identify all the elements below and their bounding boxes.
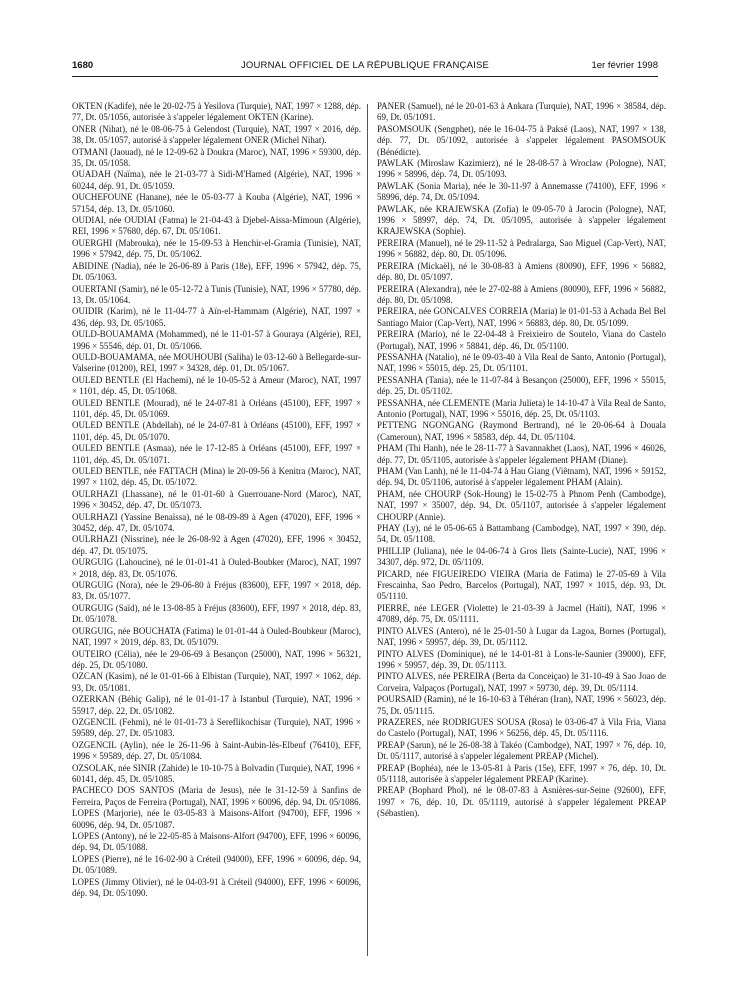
register-entry: PHAM (Thi Hanh), née le 28-11-77 à Savannakhet (Laos), NAT, 1996 × 46026, dép. 77, Dt. 05/1105, autorisée à s'appeler légalement PHAM (Diane). — [377, 443, 666, 465]
page-number: 1680 — [72, 60, 94, 71]
register-entry: PACHECO DOS SANTOS (Maria de Jesus), née le 31-12-59 à Sanfins de Ferreira, Paços de Ferreira (Portugal), NAT, 1996 × 60096, dép. 94, Dt. 05/1086. — [72, 785, 361, 807]
register-entry: OULRHAZI (Yassine Benaïssa), né le 08-09-89 à Agen (47020), EFF, 1996 × 30452, dép. 47, Dt. 05/1074. — [72, 511, 361, 534]
register-entry: OZSOLAK, née SINIR (Zahide) le 10-10-75 à Bolvadin (Turquie), NAT, 1996 × 60141, dép. 45, Dt. 05/1085. — [72, 762, 361, 784]
register-entry: ABIDINE (Nadia), née le 26-06-89 à Paris (18e), EFF, 1996 × 57942, dép. 75, Dt. 05/1063. — [72, 260, 361, 283]
register-entry: OZERKAN (Béhiç Galip), né le 01-01-17 à Istanbul (Turquie), NAT, 1996 × 55917, dép. 22, Dt. 05/1082. — [72, 694, 361, 716]
register-entry: OULED BENTLE (Asmaa), née le 17-12-85 à Orléans (45100), EFF, 1997 × 1101, dép. 45, Dt. 05/1071. — [72, 443, 361, 465]
register-entry: PICARD, née FIGUEIREDO VIEIRA (Maria de Fatima) le 27-05-69 à Vila Frescainha, Sao Pedro, Barcelos (Portugal), NAT, 1997 × 1015, dép. 93, Dt. 05/1110. — [377, 568, 666, 602]
register-entry: OZGENCIL (Aylin), née le 26-11-96 à Saint-Aubin-lès-Elbeuf (76410), EFF, 1996 × 59589, dép. 27, Dt. 05/1084. — [72, 739, 361, 762]
register-entry: OURGUIG (Nora), née le 29-06-80 à Fréjus (83600), EFF, 1997 × 2018, dép. 83, Dt. 05/1077. — [72, 580, 361, 602]
register-entry: PHAY (Ly), né le 05-06-65 à Battambang (Cambodge), NAT, 1997 × 390, dép. 54, Dt. 05/1108. — [377, 523, 666, 545]
register-entry: PAWLAK (Sonia Maria), née le 30-11-97 à Annemasse (74100), EFF, 1996 × 58996, dép. 74, Dt. 05/1094. — [377, 180, 666, 203]
register-entry: PEREIRA (Manuel), né le 29-11-52 à Pedralarga, Sao Miguel (Cap-Vert), NAT, 1996 × 56882, dép. 80, Dt. 05/1096. — [377, 237, 666, 260]
register-entry: OUERGHI (Mabrouka), née le 15-09-53 à Henchir-el-Gramia (Tunisie), NAT, 1996 × 57942, dép. 75, Dt. 05/1062. — [72, 237, 361, 260]
register-entry: PREAP (Bophard Phol), né le 08-07-83 à Asnières-sur-Seine (92600), EFF, 1997 × 76, dép. 10, Dt. 05/1119, autorisé à s'appeler légalement PREAP (Sébastien). — [377, 785, 666, 819]
register-entry: PINTO ALVES, née PEREIRA (Berta da Conceiçao) le 31-10-49 à Sao Joao de Corveira, Valpaços (Portugal), NAT, 1997 × 59730, dép. 39, Dt. 05/1114. — [377, 671, 666, 693]
register-entry: OURGUIG (Lahoucine), né le 01-01-41 à Ouled-Boubker (Maroc), NAT, 1997 × 2018, dép. 83, Dt. 05/1076. — [72, 557, 361, 579]
register-entry: PAWLAK, née KRAJEWSKA (Zofia) le 09-05-70 à Jarocin (Pologne), NAT, 1996 × 58997, dép. 74, Dt. 05/1095, autorisée à s'appeler légalement KRAJEWSKA (Sophie). — [377, 203, 666, 237]
register-entry: OULED BENTLE, née FATTACH (Mina) le 20-09-56 à Kenitra (Maroc), NAT, 1997 × 1102, dép. 45, Dt. 05/1072. — [72, 466, 361, 488]
register-entry: PHAM, née CHOURP (Sok-Houng) le 15-02-75 à Phnom Penh (Cambodge), NAT, 1997 × 35007, dép. 94, Dt. 05/1107, autorisée à s'appeler légalement CHOURP (Annie). — [377, 488, 666, 522]
register-entry: PAWLAK (Miroslaw Kazimierz), né le 28-08-57 à Wroclaw (Pologne), NAT, 1996 × 58996, dép. 74, Dt. 05/1093. — [377, 158, 666, 180]
register-entry: PESSANHA, née CLEMENTE (Maria Julieta) le 14-10-47 à Vila Real de Santo, Antonio (Portugal), NAT, 1996 × 55016, dép. 25, Dt. 05/1103. — [377, 397, 666, 419]
register-entry: PESSANHA (Tania), née le 11-07-84 à Besançon (25000), EFF, 1996 × 55015, dép. 25, Dt. 05/1102. — [377, 374, 666, 397]
register-entry: PINTO ALVES (Dominique), né le 14-01-81 à Lons-le-Saunier (39000), EFF, 1996 × 59957, dép. 39, Dt. 05/1113. — [377, 648, 666, 670]
register-entry: PINTO ALVES (Antero), né le 25-01-50 à Lugar da Lagoa, Bornes (Portugal), NAT, 1996 × 59957, dép. 39, Dt. 05/1112. — [377, 625, 666, 648]
header-rule — [72, 76, 658, 77]
register-entry: LOPES (Jimmy Olivier), né le 04-03-91 à Créteil (94000), EFF, 1996 × 60096, dép. 94, Dt. 05/1090. — [72, 876, 361, 899]
issue-date: 1er février 1998 — [591, 60, 658, 71]
register-entry: PREAP (Sarun), né le 26-08-38 à Takéo (Cambodge), NAT, 1997 × 76, dép. 10, Dt. 05/1117, autorisé à s'appeler légalement PREAP (Michel). — [377, 739, 666, 762]
register-entry: OZGENCIL (Fehmi), né le 01-01-73 à Sereflikochisar (Turquie), NAT, 1996 × 59589, dép. 27, Dt. 05/1083. — [72, 716, 361, 739]
register-entry: OUTEIRO (Célia), née le 29-06-69 à Besançon (25000), NAT, 1996 × 56321, dép. 25, Dt. 05/1080. — [72, 648, 361, 670]
register-entry: OUDIAI, née OUDIAI (Fatma) le 21-04-43 à Djebel-Aissa-Mimoun (Algérie), REI, 1996 × 57680, dép. 67, Dt. 05/1061. — [72, 215, 361, 237]
register-entry: PESSANHA (Natalio), né le 09-03-40 à Vila Real de Santo, Antonio (Portugal), NAT, 1996 × 55015, dép. 25, Dt. 05/1101. — [377, 351, 666, 374]
register-entry: OULED BENTLE (El Hachemi), né le 10-05-52 à Ameur (Maroc), NAT, 1997 × 1101, dép. 45, Dt. 05/1068. — [72, 374, 361, 397]
register-entry: OULD-BOUAMAMA, née MOUHOUBI (Saliha) le 03-12-60 à Bellegarde-sur-Valserine (01200), REI, 1997 × 34328, dép. 01, Dt. 05/1067. — [72, 351, 361, 374]
register-entry: PANER (Samuel), né le 20-01-63 à Ankara (Turquie), NAT, 1996 × 38584, dép. 69, Dt. 05/1091. — [377, 101, 666, 123]
register-entry: OULED BENTLE (Mourad), né le 24-07-81 à Orléans (45100), EFF, 1997 × 1101, dép. 45, Dt. 05/1069. — [72, 397, 361, 419]
page-header — [72, 58, 658, 74]
column-divider — [367, 104, 368, 956]
register-entry: OULED BENTLE (Abdellah), né le 24-07-81 à Orléans (45100), EFF, 1997 × 1101, dép. 45, Dt. 05/1070. — [72, 420, 361, 442]
register-entry: OULRHAZI (Lhassane), né le 01-01-60 à Guerrouane-Nord (Maroc), NAT, 1996 × 30452, dép. 47, Dt. 05/1073. — [72, 488, 361, 511]
register-entry: LOPES (Marjorie), née le 03-05-83 à Maisons-Alfort (94700), EFF, 1996 × 60096, dép. 94, Dt. 05/1087. — [72, 808, 361, 830]
register-entry: ONER (Nihat), né le 08-06-75 à Gelendost (Turquie), NAT, 1997 × 2016, dép. 38, Dt. 05/1057, autorisé à s'appeler légalement ONER (Michel Nihat). — [72, 123, 361, 146]
register-entry: PRAZERES, née RODRIGUES SOUSA (Rosa) le 03-06-47 à Vila Fria, Viana do Castelo (Portugal), NAT, 1996 × 56256, dép. 45, Dt. 05/1116. — [377, 716, 666, 739]
register-entry: PHILLIP (Juliana), née le 04-06-74 à Gros Ilets (Sainte-Lucie), NAT, 1996 × 34307, dép. 972, Dt. 05/1109. — [377, 545, 666, 568]
register-entry: OZCAN (Kasim), né le 01-01-66 à Elbistan (Turquie), NAT, 1997 × 1062, dép. 93, Dt. 05/1081. — [72, 671, 361, 693]
register-entry: PEREIRA (Alexandra), née le 27-02-88 à Amiens (80090), EFF, 1996 × 56882, dép. 80, Dt. 05/1098. — [377, 283, 666, 305]
register-entry: POURSAID (Ramin), né le 16-10-63 à Téhéran (Iran), NAT, 1996 × 56023, dép. 75, Dt. 05/1115. — [377, 694, 666, 716]
register-entry: OUCHEFOUNE (Hanane), née le 05-03-77 à Kouba (Algérie), NAT, 1996 × 57154, dép. 13, Dt. 05/1060. — [72, 192, 361, 214]
register-entry: PEREIRA, née GONCALVES CORREIA (Maria) le 01-01-53 à Achada Bel Bel Santiago Maior (Cap-Vert), NAT, 1996 × 56883, dép. 80, Dt. 05/1099. — [377, 306, 666, 328]
right-column — [377, 101, 666, 981]
register-entry: PHAM (Van Lanh), né le 11-04-74 à Hau Giang (Viêtnam), NAT, 1996 × 59152, dép. 94, Dt. 05/1106, autorisé à s'appeler légalement PHAM (Alain). — [377, 466, 666, 488]
register-entry: LOPES (Antony), né le 22-05-85 à Maisons-Alfort (94700), EFF, 1996 × 60096, dép. 94, Dt. 05/1088. — [72, 831, 361, 853]
register-entry: PREAP (Bophéa), née le 13-05-81 à Paris (15e), EFF, 1997 × 76, dép. 10, Dt. 05/1118, autorisée à s'appeler légalement PREAP (Karine). — [377, 762, 666, 784]
journal-title: JOURNAL OFFICIEL DE LA RÉPUBLIQUE FRANÇAISE — [240, 60, 490, 71]
register-entry: PEREIRA (Mickaël), né le 30-08-83 à Amiens (80090), EFF, 1996 × 56882, dép. 80, Dt. 05/1097. — [377, 260, 666, 283]
register-entry: OUADAH (Naïma), née le 21-03-77 à Sidi-M'Hamed (Algérie), NAT, 1996 × 60244, dép. 91, Dt. 05/1059. — [72, 169, 361, 191]
register-entry: OULD-BOUAMAMA (Mohammed), né le 11-01-57 à Gouraya (Algérie), REI, 1996 × 55546, dép. 01, Dt. 05/1066. — [72, 329, 361, 351]
register-entry: PETTENG NGONGANG (Raymond Bertrand), né le 20-06-64 à Douala (Cameroun), NAT, 1996 × 58583, dép. 44, Dt. 05/1104. — [377, 420, 666, 442]
register-entry: OURGUIG, née BOUCHATA (Fatima) le 01-01-44 à Ouled-Boubkeur (Maroc), NAT, 1997 × 2019, dép. 83, Dt. 05/1079. — [72, 625, 361, 648]
register-entry: OULRHAZI (Nissrine), née le 26-08-92 à Agen (47020), EFF, 1996 × 30452, dép. 47, Dt. 05/1075. — [72, 534, 361, 556]
register-entry: OURGUIG (Saïd), né le 13-08-85 à Fréjus (83600), EFF, 1997 × 2018, dép. 83, Dt. 05/1078. — [72, 602, 361, 625]
register-entry: PASOMSOUK (Sengphet), née le 16-04-75 à Paksé (Laos), NAT, 1997 × 138, dép. 77, Dt. 05/1092, autorisée à s'appeler légalement PASOMSOUK (Bénédicte). — [377, 123, 666, 157]
register-entry: OTMANI (Jaouad), né le 12-09-62 à Doukra (Maroc), NAT, 1996 × 59300, dép. 35, Dt. 05/1058. — [72, 146, 361, 169]
register-entry: OUERTANI (Samir), né le 05-12-72 à Tunis (Tunisie), NAT, 1996 × 57780, dép. 13, Dt. 05/1064. — [72, 283, 361, 305]
register-entry: OKTEN (Kadife), née le 20-02-75 à Yesilova (Turquie), NAT, 1997 × 1288, dép. 77, Dt. 05/1056, autorisée à s'appeler légalement OKTEN (Karine). — [72, 101, 361, 123]
left-column — [72, 101, 361, 981]
register-entry: PEREIRA (Mario), né le 22-04-48 à Freixieiro de Soutelo, Viana do Castelo (Portugal), NAT, 1996 × 58841, dép. 46, Dt. 05/1100. — [377, 329, 666, 351]
register-entry: OUIDIR (Karim), né le 11-04-77 à Aïn-el-Hammam (Algérie), NAT, 1997 × 436, dép. 93, Dt. 05/1065. — [72, 306, 361, 328]
register-entry: PIERRE, née LEGER (Violette) le 21-03-39 à Jacmel (Haïti), NAT, 1996 × 47089, dép. 75, Dt. 05/1111. — [377, 602, 666, 625]
register-entry: LOPES (Pierre), né le 16-02-90 à Créteil (94000), EFF, 1996 × 60096, dép. 94, Dt. 05/1089. — [72, 853, 361, 876]
